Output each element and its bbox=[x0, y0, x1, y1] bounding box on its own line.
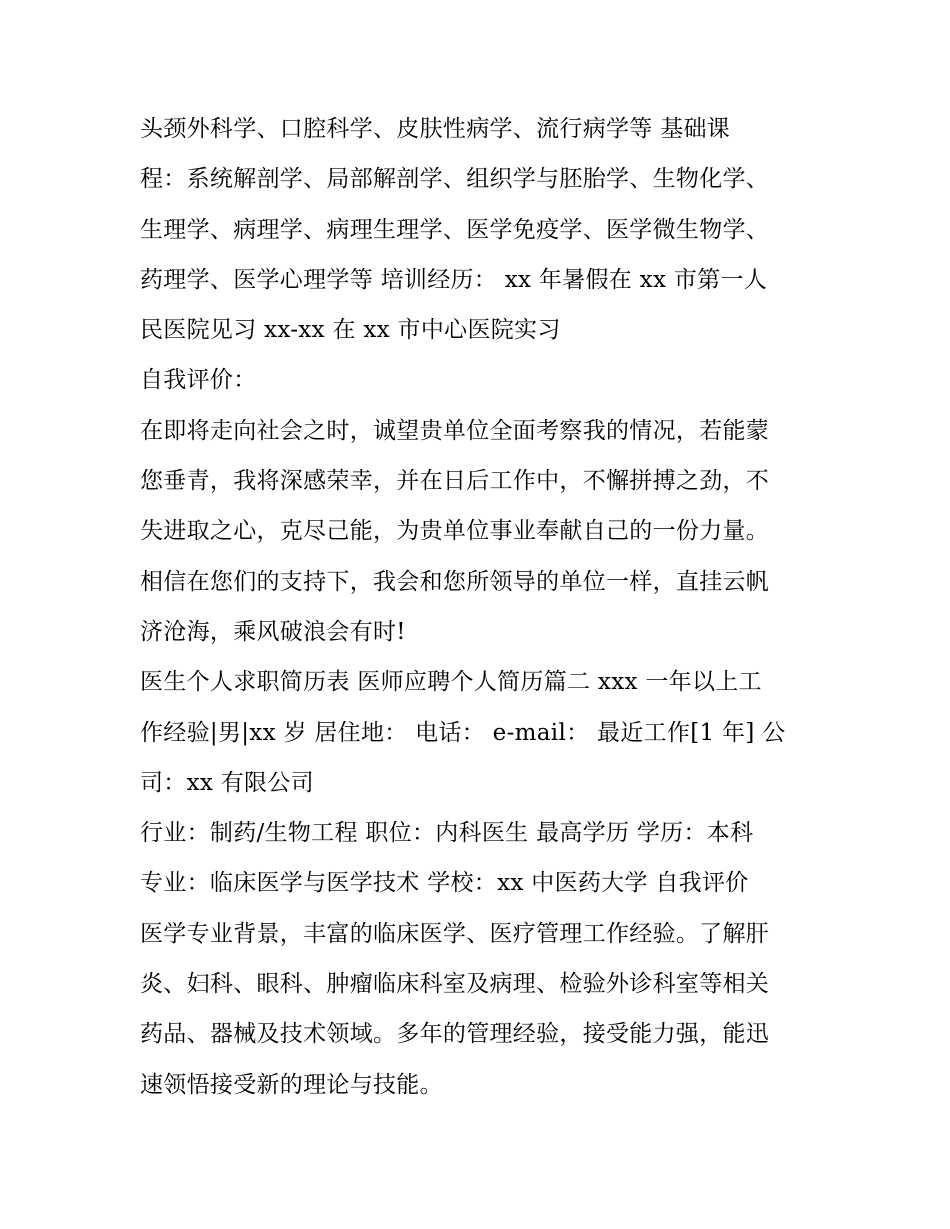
text-line: 医生个人求职简历表 医师应聘个人简历篇二 xxx 一年以上工 bbox=[140, 669, 762, 696]
document-body bbox=[140, 104, 820, 1110]
text-line: 生理学、病理学、病理生理学、医学免疫学、医学微生物学、 bbox=[140, 216, 770, 243]
text-line: 济沧海，乘风破浪会有时! bbox=[140, 618, 406, 645]
text-line: 在即将走向社会之时，诚望贵单位全面考察我的情况，若能蒙 bbox=[140, 417, 770, 444]
text-line: 医学专业背景，丰富的临床医学、医疗管理工作经验。了解肝 bbox=[140, 920, 770, 947]
text-line: 药理学、医学心理学等 培训经历： xx 年暑假在 xx 市第一人 bbox=[140, 266, 768, 293]
text-line: 民医院见习 xx-xx 在 xx 市中心医院实习 bbox=[140, 317, 561, 344]
text-line: 药品、器械及技术领域。多年的管理经验，接受能力强，能迅 bbox=[140, 1021, 770, 1048]
text-line: 程：系统解剖学、局部解剖学、组织学与胚胎学、生物化学、 bbox=[140, 166, 770, 193]
text-line: 专业：临床医学与医学技术 学校：xx 中医药大学 自我评价 bbox=[140, 870, 749, 897]
text-line: 司：xx 有限公司 bbox=[140, 769, 314, 796]
text-line: 行业：制药/生物工程 职位：内科医生 最高学历 学历：本科 bbox=[140, 820, 754, 847]
text-line: 头颈外科学、口腔科学、皮肤性病学、流行病学等 基础课 bbox=[140, 116, 731, 142]
text-line: 作经验|男|xx 岁 居住地： 电话： e-mail： 最近工作[1 年] 公 bbox=[140, 719, 786, 746]
text-line: 速领悟接受新的理论与技能。 bbox=[140, 1071, 443, 1098]
text-line: 相信在您们的支持下，我会和您所领导的单位一样，直挂云帆 bbox=[140, 568, 770, 595]
section-heading-self-evaluation: 自我评价： bbox=[140, 367, 257, 394]
text-line: 失进取之心，克尽己能，为贵单位事业奉献自己的一份力量。 bbox=[140, 518, 770, 545]
text-line: 炎、妇科、眼科、肿瘤临床科室及病理、检验外诊科室等相关 bbox=[140, 971, 770, 998]
text-line: 您垂青，我将深感荣幸，并在日后工作中，不懈拼搏之劲，不 bbox=[140, 468, 770, 495]
